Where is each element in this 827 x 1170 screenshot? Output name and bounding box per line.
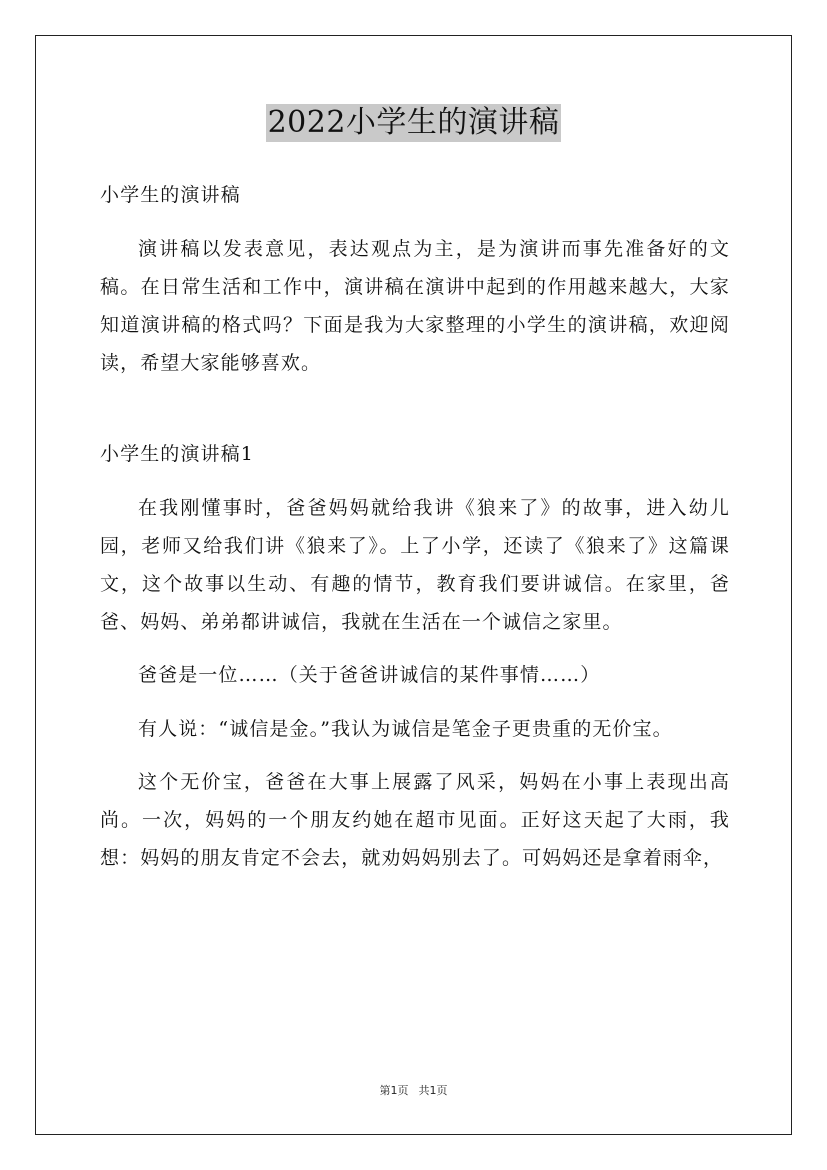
title-wrap	[0, 104, 827, 142]
body-paragraph: 在我刚懂事时，爸爸妈妈就给我讲《狼来了》的故事，进入幼儿园，老师又给我们讲《狼来了》。上了小学，还读了《狼来了》这篇课文，这个故事以生动、有趣的情节，教育我们要讲诚信。在家里，爸爸、妈妈、弟弟都讲诚信，我就在生活在一个诚信之家里。	[100, 496, 730, 633]
body-paragraph: 这个无价宝，爸爸在大事上展露了风采，妈妈在小事上表现出高尚。一次，妈妈的一个朋友约她在超市见面。正好这天起了大雨，我想：妈妈的朋友肯定不会去，就劝妈妈别去了。可妈妈还是拿着雨伞，	[100, 771, 730, 869]
page-number: 第1页	[379, 1084, 409, 1097]
blank-line	[100, 397, 730, 435]
document-title: 2022小学生的演讲稿	[267, 105, 560, 140]
document-body	[100, 176, 730, 893]
body-paragraph: 演讲稿以发表意见，表达观点为主，是为演讲而事先准备好的文稿。在日常生活和工作中，演讲稿在演讲中起到的作用越来越大，大家知道演讲稿的格式吗？下面是我为大家整理的小学生的演讲稿，欢迎阅读，希望大家能够喜欢。	[100, 237, 730, 374]
body-paragraph: 爸爸是一位……（关于爸爸讲诚信的某件事情……）	[138, 664, 601, 686]
body-paragraph: 有人说：“诚信是金。”我认为诚信是笔金子更贵重的无价宝。	[138, 717, 673, 740]
section-heading: 小学生的演讲稿1	[100, 443, 254, 465]
page-total: 共1页	[418, 1084, 448, 1097]
section-heading: 小学生的演讲稿	[100, 184, 241, 206]
page-footer	[0, 1082, 827, 1098]
